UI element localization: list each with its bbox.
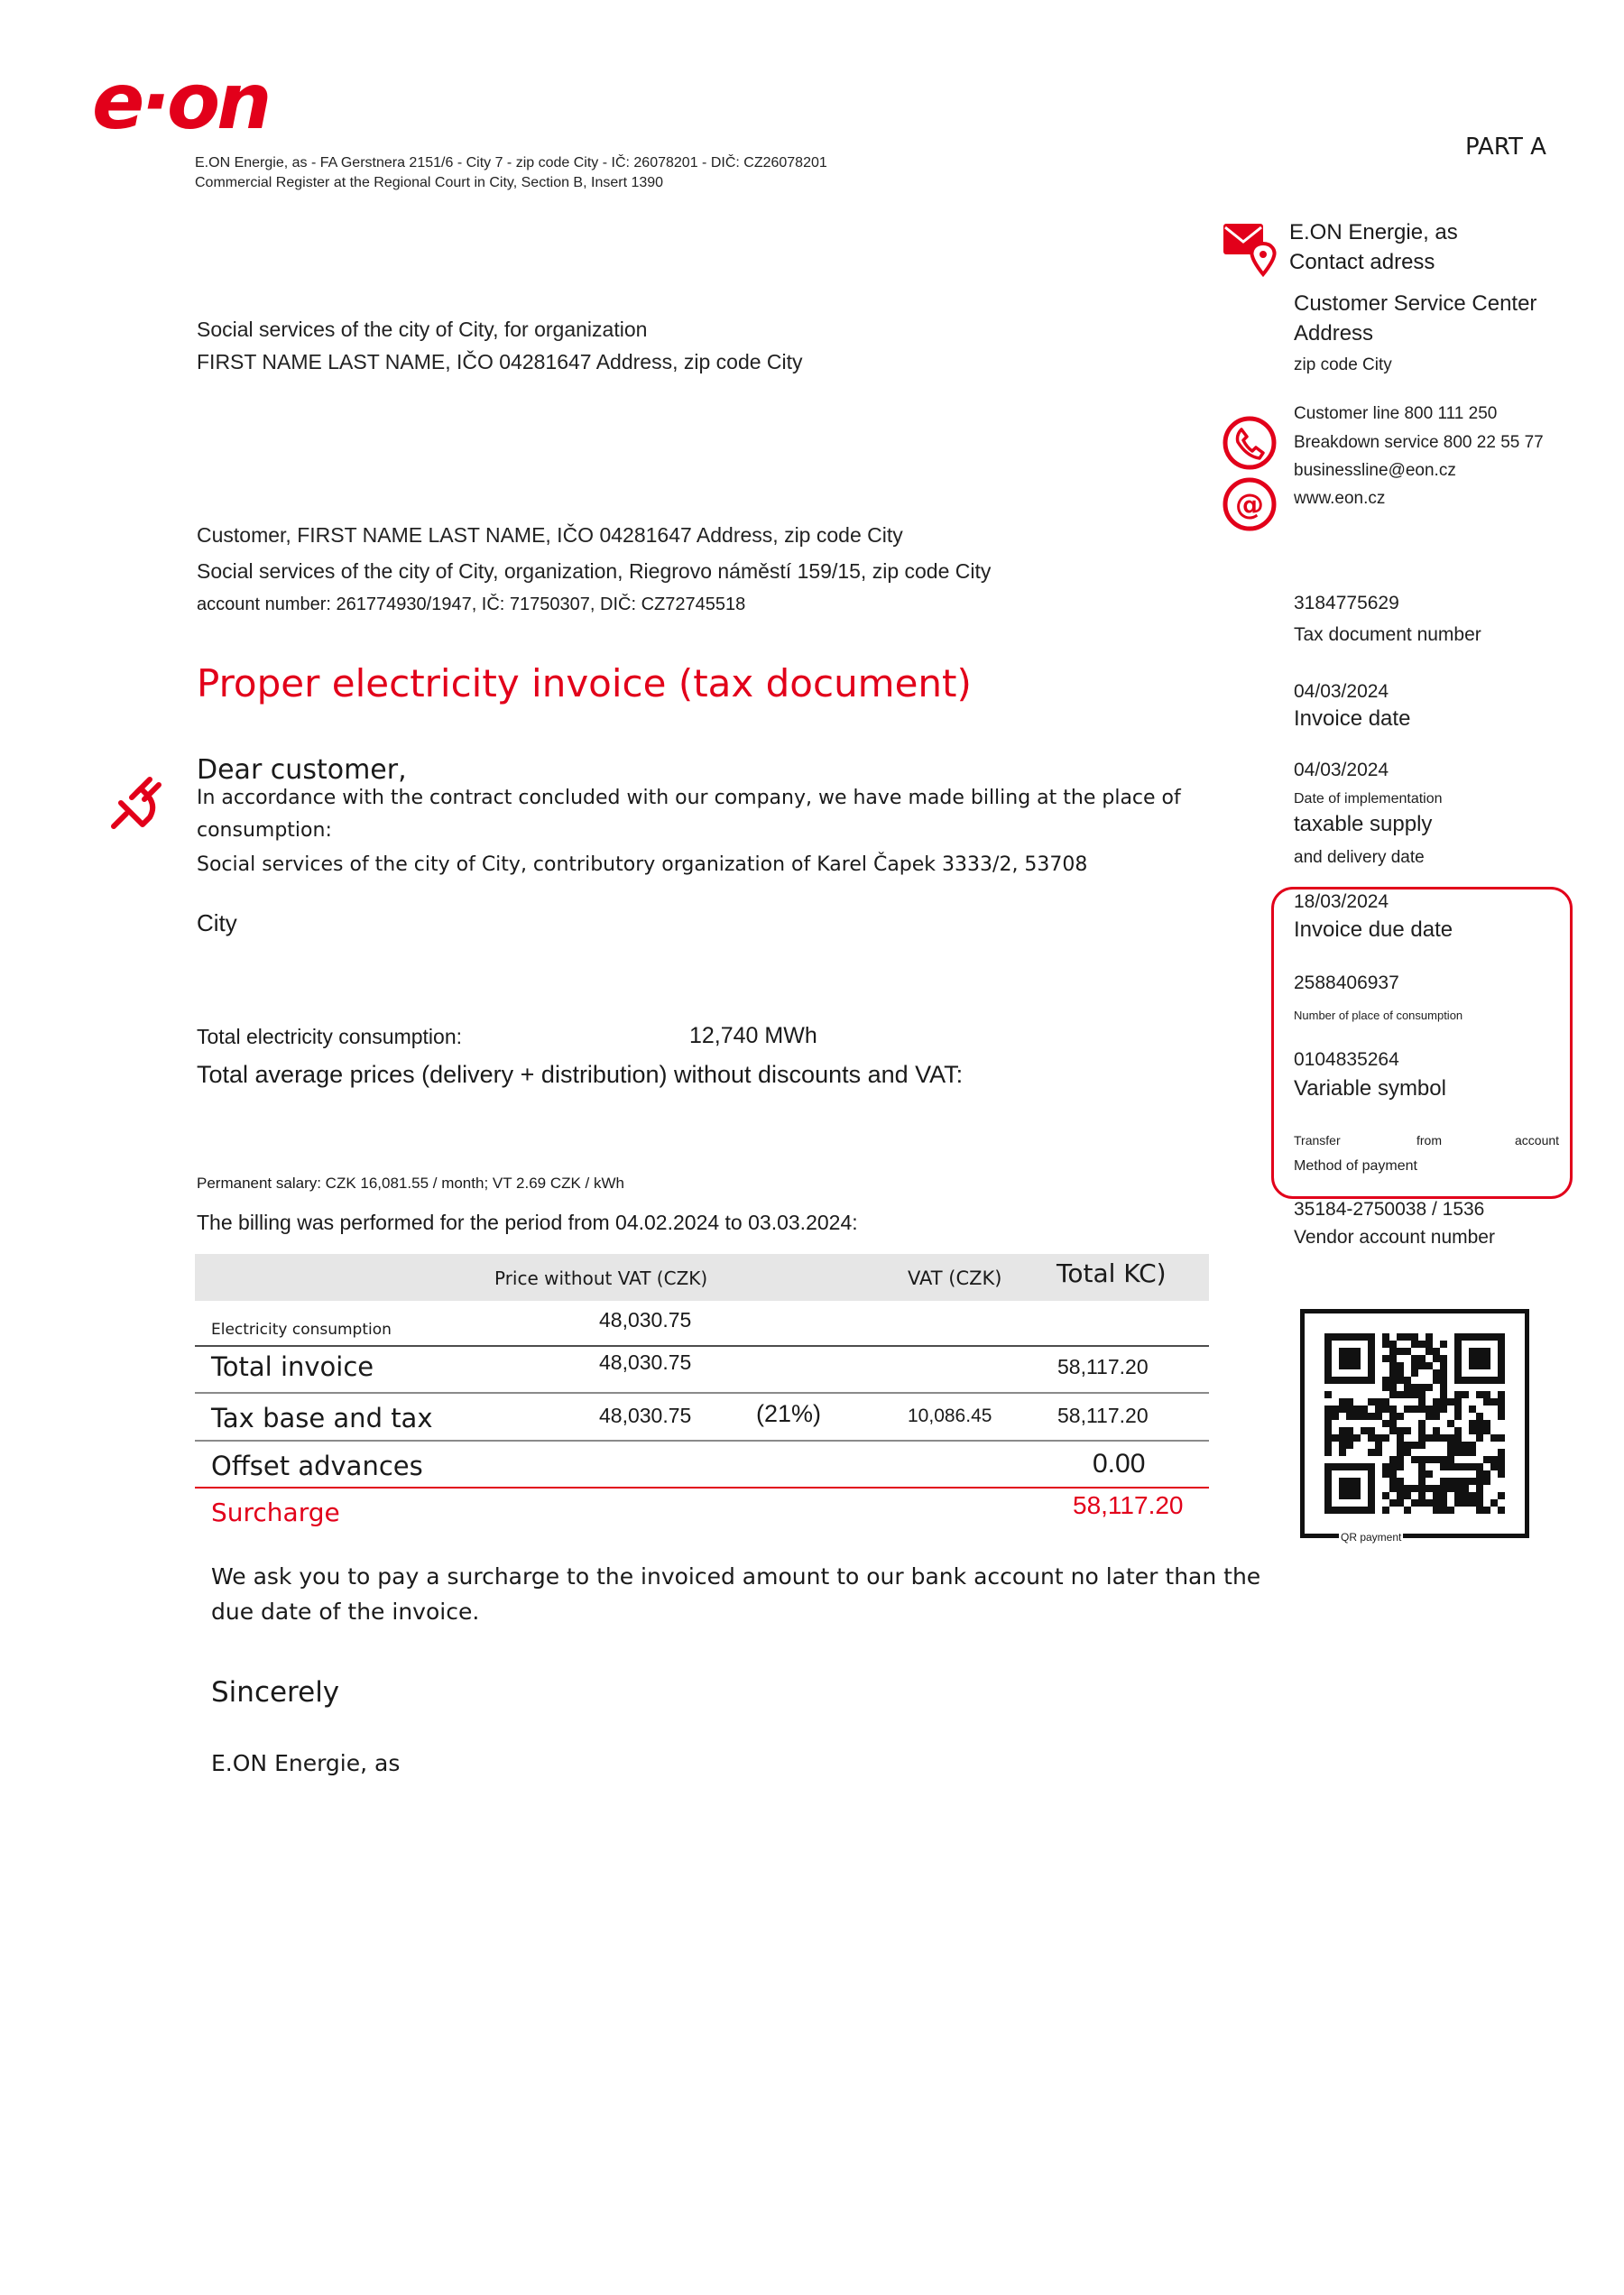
row-electricity-label: Electricity consumption — [211, 1321, 392, 1339]
row-total-invoice-price: 48,030.75 — [599, 1350, 692, 1374]
row-tax-base-label: Tax base and tax — [211, 1403, 433, 1433]
table-rule — [195, 1392, 1209, 1394]
variable-symbol: 0104835264 — [1294, 1049, 1399, 1070]
at-sign-icon — [1222, 476, 1278, 532]
qr-pattern — [1324, 1333, 1505, 1514]
sidebar-customer-line: Customer line 800 111 250 — [1294, 404, 1498, 423]
due-date: 18/03/2024 — [1294, 891, 1389, 912]
place-number: 2588406937 — [1294, 972, 1399, 993]
customer-line-3: account number: 261774930/1947, IČ: 71750307, DIČ: CZ72745518 — [197, 594, 746, 614]
table-rule — [195, 1345, 1209, 1347]
row-total-invoice-label: Total invoice — [211, 1351, 374, 1382]
vendor-account-label: Vendor account number — [1294, 1227, 1495, 1248]
row-offset-label: Offset advances — [211, 1451, 423, 1481]
sidebar-zip: zip code City — [1294, 355, 1392, 374]
row-tax-base-vat: 10,086.45 — [908, 1406, 992, 1426]
part-label: PART A — [1465, 134, 1546, 161]
recipient-line-2: FIRST NAME LAST NAME, IČO 04281647 Address, zip code City — [197, 350, 803, 373]
invoice-date-label: Invoice date — [1294, 706, 1411, 731]
delivery-label: and delivery date — [1294, 848, 1425, 867]
place-label: Number of place of consumption — [1294, 1009, 1463, 1022]
customer-line-1: Customer, FIRST NAME LAST NAME, IČO 04281647 Address, zip code City — [197, 523, 903, 547]
sidebar-address: Address — [1294, 321, 1374, 346]
row-surcharge-label: Surcharge — [211, 1498, 340, 1527]
closing-line-1: We ask you to pay a surcharge to the invoiced amount to our bank account no later than the — [211, 1563, 1261, 1590]
legal-line-1: E.ON Energie, as - FA Gerstnera 2151/6 - City 7 - zip code City - IČ: 26078201 - DIČ: CZ26078201 — [195, 155, 827, 171]
table-rule — [195, 1440, 1209, 1442]
row-tax-base-total: 58,117.20 — [1057, 1404, 1149, 1427]
sidebar-csc: Customer Service Center — [1294, 291, 1537, 316]
header-price: Price without VAT (CZK) — [494, 1267, 708, 1289]
tax-doc-number: 3184775629 — [1294, 593, 1399, 613]
row-total-invoice-total: 58,117.20 — [1057, 1355, 1149, 1378]
letter-para-1b: consumption: — [197, 819, 332, 842]
qr-label: QR payment — [1341, 1531, 1402, 1544]
qr-code — [1300, 1309, 1529, 1538]
sincerely: Sincerely — [211, 1676, 340, 1709]
impl-label: Date of implementation — [1294, 791, 1443, 806]
row-electricity-price: 48,030.75 — [599, 1308, 692, 1332]
sidebar-contact: Contact adress — [1289, 250, 1435, 274]
header-vat: VAT (CZK) — [908, 1267, 1002, 1289]
invoice-title: Proper electricity invoice (tax document) — [197, 661, 972, 705]
sidebar-web[interactable]: www.eon.cz — [1294, 489, 1386, 508]
method-label: Method of payment — [1294, 1158, 1417, 1174]
header-total: Total KC) — [1057, 1258, 1167, 1288]
variable-symbol-label: Variable symbol — [1294, 1076, 1446, 1101]
recipient-line-1: Social services of the city of City, for organization — [197, 318, 648, 341]
taxable-label: taxable supply — [1294, 812, 1433, 836]
invoice-date: 04/03/2024 — [1294, 681, 1389, 702]
sidebar-company: E.ON Energie, as — [1289, 220, 1458, 244]
letter-para-2: Social services of the city of City, contributory organization of Karel Čapek 3333/2, 53708 — [197, 853, 1088, 876]
eon-logo — [90, 70, 329, 144]
row-offset-total: 0.00 — [1093, 1449, 1146, 1479]
transfer-word: Transfer — [1294, 1133, 1341, 1148]
consumption-value: 12,740 MWh — [689, 1023, 817, 1048]
vendor-account: 35184-2750038 / 1536 — [1294, 1199, 1485, 1220]
account-word: account — [1515, 1133, 1560, 1148]
billing-period: The billing was performed for the period from 04.02.2024 to 03.03.2024: — [197, 1211, 858, 1234]
mail-location-icon — [1222, 220, 1281, 280]
greeting: Dear customer, — [197, 754, 407, 786]
sidebar-email[interactable]: businessline@eon.cz — [1294, 461, 1456, 480]
letter-city: City — [197, 909, 237, 936]
logo-text: e·on — [92, 70, 269, 144]
avg-prices-label: Total average prices (delivery + distribution) without discounts and VAT: — [197, 1061, 964, 1088]
table-rule-red — [195, 1487, 1209, 1489]
from-word: from — [1416, 1133, 1442, 1148]
plug-icon — [106, 769, 166, 832]
tax-doc-label: Tax document number — [1294, 624, 1481, 645]
row-tax-base-price: 48,030.75 — [599, 1404, 692, 1427]
sidebar-breakdown: Breakdown service 800 22 55 77 — [1294, 433, 1544, 452]
signature: E.ON Energie, as — [211, 1750, 401, 1776]
row-tax-base-rate: (21%) — [756, 1400, 822, 1427]
legal-line-2: Commercial Register at the Regional Court in City, Section B, Insert 1390 — [195, 175, 664, 190]
closing-line-2: due date of the invoice. — [211, 1599, 480, 1625]
customer-line-2: Social services of the city of City, organization, Riegrovo náměstí 159/15, zip code City — [197, 559, 992, 583]
impl-date: 04/03/2024 — [1294, 760, 1389, 780]
at-sign-glyph: @ — [1235, 487, 1264, 521]
consumption-label: Total electricity consumption: — [197, 1025, 463, 1048]
row-surcharge-total: 58,117.20 — [1073, 1491, 1184, 1519]
due-date-label: Invoice due date — [1294, 917, 1453, 942]
letter-para-1a: In accordance with the contract concluded with our company, we have made billing at the place of — [197, 787, 1181, 809]
permanent-salary: Permanent salary: CZK 16,081.55 / month; VT 2.69 CZK / kWh — [197, 1175, 625, 1192]
phone-icon — [1222, 415, 1278, 471]
